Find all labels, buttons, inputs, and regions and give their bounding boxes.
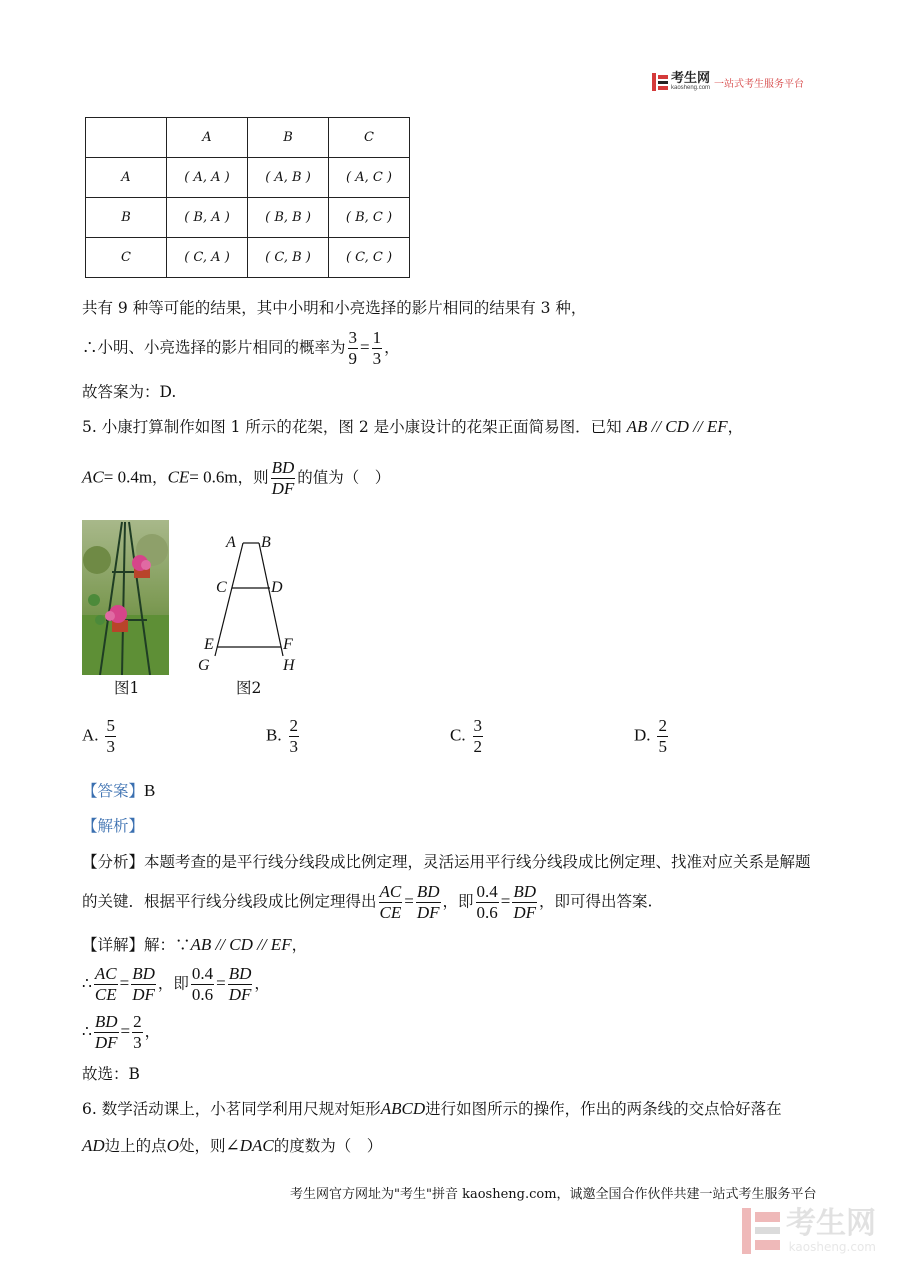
point-label: D — [271, 579, 283, 596]
q5-detail: 【详解】解：∵AB // CD // EF， — [82, 935, 308, 954]
fraction: $\frac{2}{3}$ — [289, 716, 299, 756]
fraction: $\frac{1}{3}$ — [372, 328, 382, 368]
table-row — [86, 158, 410, 198]
trapezoid-diagram — [192, 528, 312, 676]
q6-stem: 6. 数学活动课上，小茗同学利用尺规对矩形ABCD进行如图所示的操作，作出的两条线的交点恰好落在 — [82, 1099, 782, 1118]
table-cell: ( A, C ) — [329, 158, 410, 198]
analysis-tag: 【解析】 — [82, 817, 145, 835]
table-cell: B — [248, 118, 329, 158]
fig2-label: 图2 — [236, 679, 262, 697]
watermark-brand: 考生网 — [786, 1206, 876, 1241]
table-cell: C — [86, 238, 167, 278]
q5-detail-step1: ∴ $\frac{AC}{CE}$ = $\frac{BD}{DF}$ ，即 $\frac{0.4}{0.6}$ = $\frac{BD}{DF}$ ， — [82, 964, 270, 1004]
q6-stem-line2: AD边上的点O处，则∠DAC的度数为（ ） — [82, 1136, 383, 1155]
table-cell — [86, 118, 167, 158]
point-label: B — [261, 534, 271, 551]
fraction: $\frac{AC}{CE}$ — [379, 882, 402, 922]
q4-probability-line: ∴小明、小亮选择的影片相同的概率为 $\frac{3}{9}$ = $\frac{1}{3}$ ， — [82, 328, 400, 368]
table-cell: ( C, A ) — [167, 238, 248, 278]
fraction: $\frac{0.4}{0.6}$ — [191, 964, 214, 1004]
table-cell: ( A, B ) — [248, 158, 329, 198]
fraction: $\frac{AC}{CE}$ — [94, 964, 117, 1004]
option-d: D. $\frac{2}{5}$ — [634, 716, 667, 756]
outcome-table — [85, 117, 410, 278]
logo-site: kaosheng.com — [671, 85, 711, 91]
q5-choose: 故选：B — [82, 1065, 140, 1083]
table-cell: A — [167, 118, 248, 158]
fraction: $\frac{3}{2}$ — [473, 716, 483, 756]
header-logo — [652, 72, 804, 92]
q5-stem-line2: AC= 0.4m，CE= 0.6m，则 $\frac{BD}{DF}$ 的值为（ ） — [82, 458, 391, 498]
table-row — [86, 238, 410, 278]
line-bh — [259, 543, 283, 656]
kaosheng-watermark-icon — [742, 1208, 780, 1254]
table-cell: A — [86, 158, 167, 198]
logo-brand: 考生网 — [671, 71, 711, 86]
fraction: $\frac{3}{9}$ — [348, 328, 358, 368]
q5-stem: 5. 小康打算制作如图 1 所示的花架，图 2 是小康设计的花架正面简易图．已知 AB // CD // EF， — [82, 417, 744, 436]
fraction: $\frac{2}{3}$ — [133, 1012, 142, 1052]
flower-stand-photo — [82, 520, 169, 675]
table-cell: ( B, B ) — [248, 198, 329, 238]
q4-prob-text: ∴小明、小亮选择的影片相同的概率为 — [82, 338, 346, 357]
q5-answer: 【答案】B — [82, 781, 156, 800]
table-cell: C — [329, 118, 410, 158]
point-label: H — [283, 657, 295, 674]
fraction: $\frac{0.4}{0.6}$ — [476, 882, 498, 922]
table-row — [86, 198, 410, 238]
table-cell: B — [86, 198, 167, 238]
fraction: $\frac{BD}{DF}$ — [416, 882, 440, 922]
line-ag — [215, 543, 243, 656]
point-label: E — [204, 636, 214, 653]
table-cell: ( C, C ) — [329, 238, 410, 278]
point-label: A — [226, 534, 236, 551]
option-a: A. $\frac{5}{3}$ — [82, 716, 115, 756]
option-c: C. $\frac{3}{2}$ — [450, 716, 483, 756]
fraction: $\frac{BD}{DF}$ — [271, 458, 295, 498]
table-cell: ( B, A ) — [167, 198, 248, 238]
fig1-label: 图1 — [114, 679, 140, 697]
table-cell: ( B, C ) — [329, 198, 410, 238]
point-label: F — [283, 636, 293, 653]
q5-detail-step2: ∴ $\frac{BD}{DF}$ = $\frac{2}{3}$ ， — [82, 1012, 161, 1052]
fraction: $\frac{BD}{DF}$ — [228, 964, 252, 1004]
fraction: $\frac{BD}{DF}$ — [132, 964, 155, 1004]
fraction: $\frac{5}{3}$ — [106, 716, 115, 756]
table-cell: ( A, A ) — [167, 158, 248, 198]
point-label: G — [198, 657, 210, 674]
kaosheng-logo-icon — [652, 73, 668, 91]
watermark — [742, 1208, 876, 1254]
option-b: B. $\frac{2}{3}$ — [266, 716, 299, 756]
fraction: $\frac{BD}{DF}$ — [513, 882, 537, 922]
table-header-row — [86, 118, 410, 158]
q5-fenxi-line2: 的关键．根据平行线分线段成比例定理得出 $\frac{AC}{CE}$ = $\frac{BD}{DF}$ ，即 $\frac{0.4}{0.6}$ = $\frac{BD}{DF}$ ，即可得出答案. — [82, 882, 653, 922]
q5-fenxi: 【分析】本题考查的是平行线分线段成比例定理，灵活运用平行线分线段成比例定理、找准对应关系是解题 — [82, 853, 811, 871]
table-cell: ( C, B ) — [248, 238, 329, 278]
watermark-site: kaosheng.com — [788, 1240, 876, 1254]
q4-answer: 故答案为：D. — [82, 383, 177, 401]
fraction: $\frac{2}{5}$ — [658, 716, 667, 756]
fraction: $\frac{BD}{DF}$ — [94, 1012, 118, 1052]
footer-text: 考生网官方网址为"考生"拼音 kaosheng.com，诚邀全国合作伙伴共建一站式考生服务平台 — [290, 1187, 817, 1202]
q4-result-line: 共有 9 种等可能的结果，其中小明和小亮选择的影片相同的结果有 3 种， — [82, 299, 587, 317]
point-label: C — [216, 579, 227, 596]
logo-slogan: 一站式考生服务平台 — [714, 78, 805, 90]
